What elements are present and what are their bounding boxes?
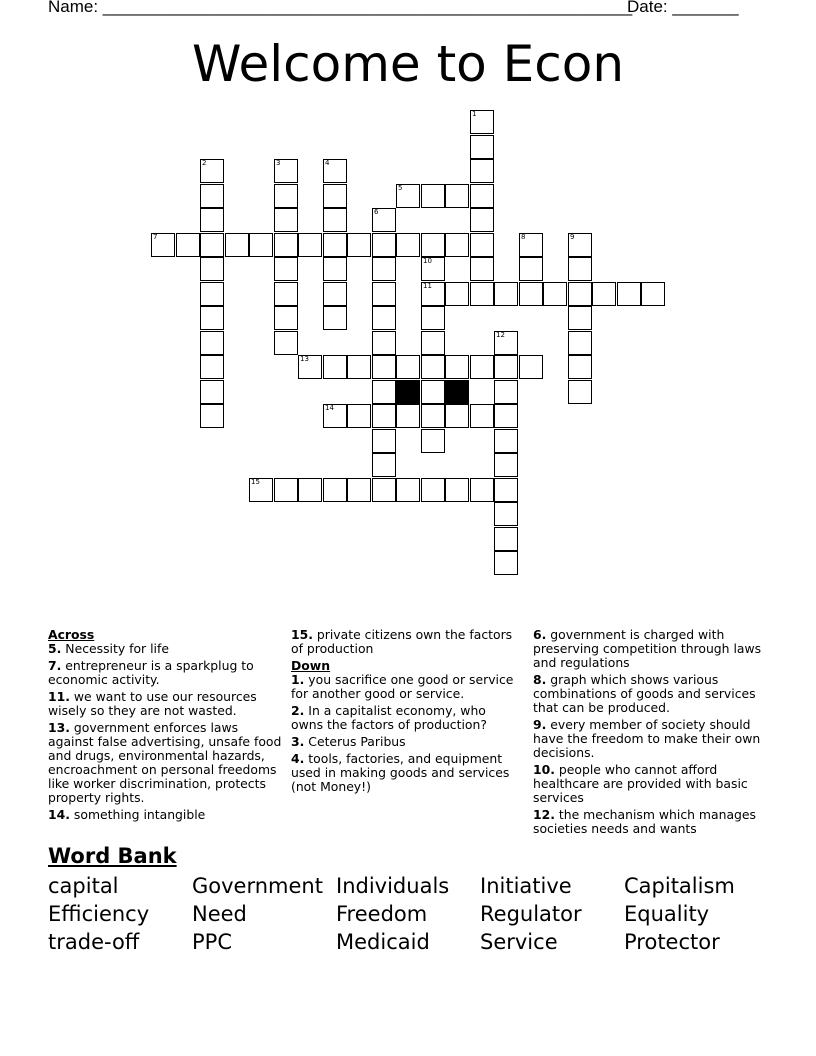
crossword-cell[interactable] [445,355,469,379]
word-bank-item: trade-off [48,930,140,954]
word-bank-item: Need [192,902,247,926]
crossword-cell[interactable] [200,282,224,306]
clue-down-8: 8. graph which shows various combinations of goods and services that can be produced. [533,672,756,715]
crossword-cell[interactable] [445,282,469,306]
crossword-cell[interactable] [298,233,322,257]
crossword-cell[interactable] [494,404,518,428]
cell-number: 15 [251,478,260,486]
crossword-cell[interactable] [274,257,298,281]
crossword-cell[interactable] [372,282,396,306]
crossword-cell[interactable] [323,184,347,208]
clue-down-9: 9. every member of society should have the freedom to make their own decisions. [533,717,761,760]
crossword-cell[interactable] [200,208,224,232]
cell-number: 7 [153,233,158,241]
clue-across-15: 15. private citizens own the factors of production [291,627,513,656]
clues-column-3 [533,628,769,839]
crossword-cell[interactable] [519,233,543,257]
cell-number: 14 [325,404,334,412]
crossword-cell[interactable] [592,282,616,306]
crossword-cell[interactable] [347,404,371,428]
crossword-cell[interactable] [470,478,494,502]
crossword-cell[interactable] [470,355,494,379]
word-bank-item: Individuals [336,874,450,898]
crossword-cell[interactable] [421,331,445,355]
crossword-cell[interactable] [372,233,396,257]
crossword-cell[interactable] [323,159,347,183]
crossword-cell[interactable] [274,208,298,232]
crossword-cell[interactable] [543,282,567,306]
crossword-cell[interactable] [200,331,224,355]
crossword-cell[interactable] [274,306,298,330]
crossword-cell[interactable] [396,478,420,502]
crossword-cell[interactable] [470,110,494,134]
page-title: Welcome to Econ [191,35,625,93]
date-field-label: Date: _______ [627,0,739,16]
clue-across-13: 13. government enforces laws against false advertising, unsafe food and drugs, environmental hazards, encroachment on personal freedoms like worker discrimination, protects property rights. [48,720,282,805]
black-square [396,380,420,404]
crossword-cell[interactable] [494,527,518,551]
word-bank-item: Service [480,930,558,954]
clue-across-14: 14. something intangible [48,807,206,822]
crossword-cell[interactable] [372,478,396,502]
crossword-cell[interactable] [347,355,371,379]
crossword-cell[interactable] [470,404,494,428]
word-bank-item: capital [48,874,119,898]
crossword-cell[interactable] [200,159,224,183]
crossword-cell[interactable] [421,306,445,330]
crossword-cell[interactable] [274,282,298,306]
crossword-cell[interactable] [372,331,396,355]
crossword-cell[interactable] [323,282,347,306]
crossword-cell[interactable] [372,257,396,281]
crossword-cell[interactable] [421,233,445,257]
crossword-cell[interactable] [323,257,347,281]
crossword-cell[interactable] [249,478,273,502]
clues-column-1 [48,628,284,825]
crossword-cell[interactable] [568,257,592,281]
word-bank-item: Efficiency [48,902,150,926]
down-heading: Down [291,658,331,673]
crossword-cell[interactable] [494,478,518,502]
name-field-label: Name: ________________________________________________________ [48,0,633,16]
crossword-cell[interactable] [151,233,175,257]
crossword-cell[interactable] [372,208,396,232]
cell-number: 5 [398,184,403,192]
crossword-cell[interactable] [568,233,592,257]
crossword-cell[interactable] [200,184,224,208]
crossword-cell[interactable] [494,502,518,526]
crossword-cell[interactable] [421,404,445,428]
cell-number: 12 [496,331,505,339]
crossword-cell[interactable] [347,478,371,502]
word-bank-item: Capitalism [624,874,735,898]
crossword-cell[interactable] [421,257,445,281]
crossword-cell[interactable] [347,233,371,257]
crossword-cell[interactable] [494,551,518,575]
crossword-cell[interactable] [372,355,396,379]
crossword-cell[interactable] [470,184,494,208]
word-bank-item: Equality [624,902,710,926]
word-bank-item: Initiative [480,874,572,898]
crossword-cell[interactable] [519,282,543,306]
crossword-cell[interactable] [421,380,445,404]
crossword-cell[interactable] [372,404,396,428]
cell-number: 9 [570,233,575,241]
crossword-cell[interactable] [568,331,592,355]
crossword-cell[interactable] [372,306,396,330]
clue-down-6: 6. government is charged with preserving competition through laws and regulations [533,627,762,670]
crossword-cell[interactable] [470,135,494,159]
crossword-cell[interactable] [249,233,273,257]
crossword-cell[interactable] [421,184,445,208]
cell-number: 13 [300,355,309,363]
crossword-cell[interactable] [494,380,518,404]
crossword-cell[interactable] [421,478,445,502]
crossword-cell[interactable] [274,331,298,355]
crossword-cell[interactable] [323,208,347,232]
crossword-cell[interactable] [323,355,347,379]
crossword-cell[interactable] [274,159,298,183]
crossword-cell[interactable] [445,478,469,502]
cell-number: 4 [325,159,330,167]
across-heading: Across [48,627,95,642]
crossword-cell[interactable] [470,282,494,306]
crossword-cell[interactable] [274,233,298,257]
crossword-cell[interactable] [494,282,518,306]
crossword-cell[interactable] [200,380,224,404]
clue-down-4: 4. tools, factories, and equipment used in making goods and services (not Money!) [291,751,510,794]
crossword-cell[interactable] [568,306,592,330]
crossword-cell[interactable] [445,184,469,208]
word-bank-title: Word Bank [48,844,177,868]
word-bank-item: Government [192,874,323,898]
crossword-cell[interactable] [568,282,592,306]
crossword-cell[interactable] [323,478,347,502]
crossword-cell[interactable] [200,404,224,428]
crossword-cell[interactable] [568,355,592,379]
clue-down-3: 3. Ceterus Paribus [291,734,406,749]
crossword-cell[interactable] [421,282,445,306]
cell-number: 3 [276,159,281,167]
crossword-cell[interactable] [396,355,420,379]
crossword-cell[interactable] [494,429,518,453]
crossword-cell[interactable] [494,355,518,379]
crossword-cell[interactable] [519,257,543,281]
crossword-cell[interactable] [445,233,469,257]
crossword-cell[interactable] [225,233,249,257]
crossword-cell[interactable] [421,429,445,453]
clue-across-5: 5. Necessity for life [48,641,169,656]
crossword-cell[interactable] [494,331,518,355]
clues-column-2 [291,628,521,797]
clue-down-2: 2. In a capitalist economy, who owns the factors of production? [291,703,487,732]
cell-number: 6 [374,208,379,216]
crossword-cell[interactable] [617,282,641,306]
crossword-cell[interactable] [200,233,224,257]
crossword-cell[interactable] [323,306,347,330]
crossword-cell[interactable] [641,282,665,306]
crossword-cell[interactable] [396,233,420,257]
crossword-cell[interactable] [323,233,347,257]
clue-across-11: 11. we want to use our resources wisely so they are not wasted. [48,689,257,718]
clue-down-12: 12. the mechanism which manages societies needs and wants [533,807,756,836]
crossword-cell[interactable] [396,404,420,428]
crossword-cell[interactable] [200,306,224,330]
crossword-cell[interactable] [274,184,298,208]
crossword-cell[interactable] [470,257,494,281]
crossword-cell[interactable] [372,380,396,404]
word-bank-item: PPC [192,930,232,954]
clue-across-7: 7. entrepreneur is a sparkplug to economic activity. [48,658,254,687]
cell-number: 8 [521,233,526,241]
crossword-cell[interactable] [445,404,469,428]
crossword-cell[interactable] [323,404,347,428]
black-square [445,380,469,404]
crossword-cell[interactable] [176,233,200,257]
crossword-cell[interactable] [298,478,322,502]
crossword-cell[interactable] [396,184,420,208]
crossword-cell[interactable] [470,159,494,183]
word-bank-item: Freedom [336,902,428,926]
cell-number: 11 [423,282,432,290]
word-bank-item: Protector [624,930,720,954]
clue-down-1: 1. you sacrifice one good or service for another good or service. [291,672,514,701]
crossword-cell[interactable] [519,355,543,379]
crossword-cell[interactable] [200,355,224,379]
cell-number: 1 [472,110,477,118]
crossword-cell[interactable] [470,233,494,257]
crossword-cell[interactable] [372,453,396,477]
word-bank-item: Regulator [480,902,582,926]
crossword-cell[interactable] [470,208,494,232]
crossword-cell[interactable] [372,429,396,453]
word-bank-item: Medicaid [336,930,430,954]
crossword-cell[interactable] [200,257,224,281]
cell-number: 10 [423,257,432,265]
crossword-cell[interactable] [568,380,592,404]
cell-number: 2 [202,159,207,167]
crossword-cell[interactable] [274,478,298,502]
crossword-cell[interactable] [421,355,445,379]
clue-down-10: 10. people who cannot afford healthcare are provided with basic services [533,762,748,805]
crossword-cell[interactable] [494,453,518,477]
crossword-cell[interactable] [298,355,322,379]
